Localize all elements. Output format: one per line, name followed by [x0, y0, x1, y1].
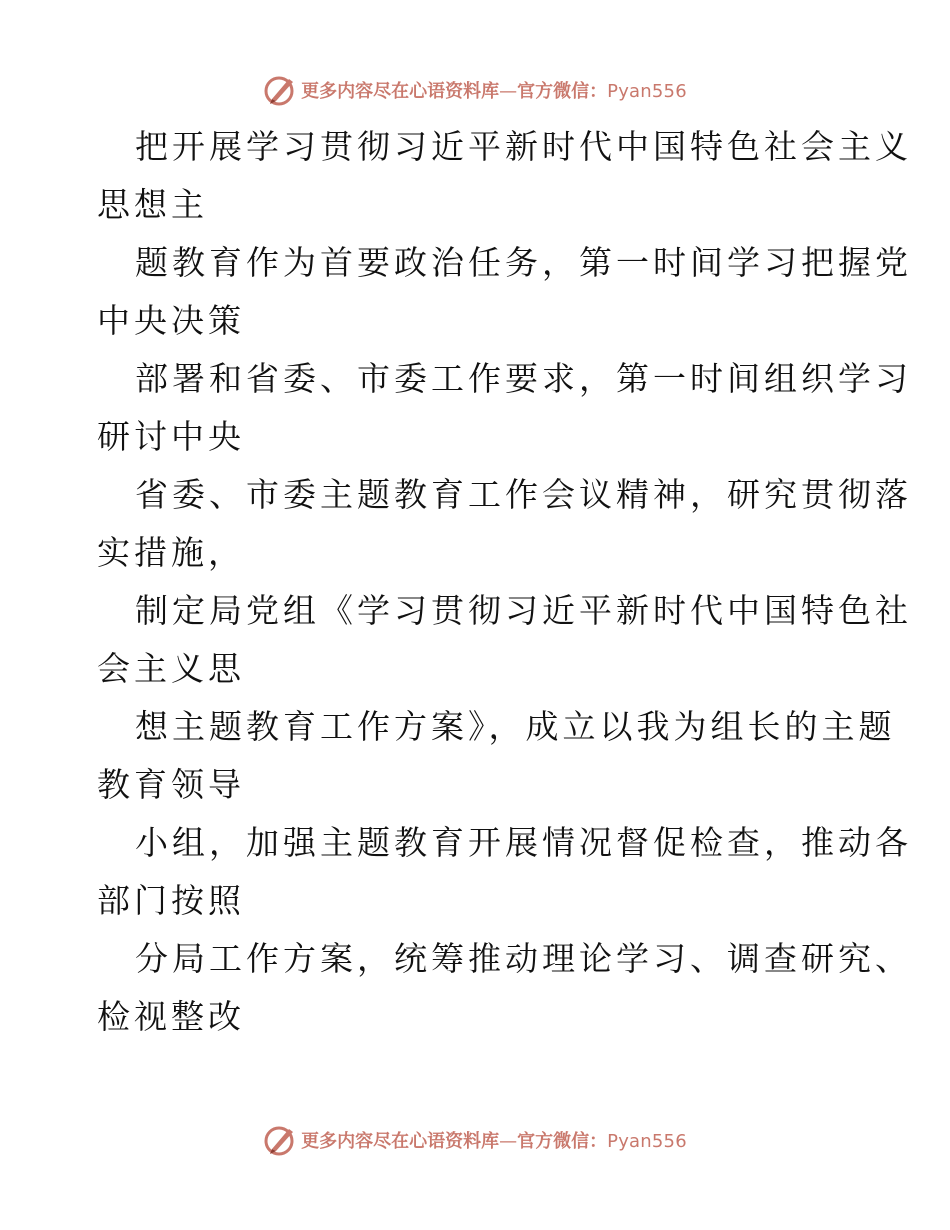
body-line: 教育领导 — [97, 765, 245, 804]
pen-in-circle-icon — [263, 1123, 297, 1157]
header-banner-separator: — — [499, 81, 518, 102]
body-line: 会主义思 — [97, 649, 245, 688]
pen-in-circle-icon — [263, 73, 297, 107]
body-line: 检视整改 — [97, 997, 245, 1036]
footer-banner-contact: 官方微信： — [517, 1131, 608, 1152]
body-line: 想主题教育工作方案》，成立以我为组长的主题 — [135, 707, 896, 746]
body-line: 实措施， — [97, 533, 245, 572]
body-line: 分局工作方案，统筹推动理论学习、调查研究、 — [135, 939, 912, 978]
body-line: 小组，加强主题教育开展情况督促检查，推动各 — [135, 823, 912, 862]
body-line: 部署和省委、市委工作要求，第一时间组织学习 — [135, 359, 912, 398]
body-line: 制定局党组《学习贯彻习近平新时代中国特色社 — [135, 591, 912, 630]
footer-banner-separator: — — [499, 1131, 518, 1152]
body-line: 思想主 — [97, 185, 208, 224]
header-banner-id: Pyan556 — [607, 81, 687, 102]
body-line: 研讨中央 — [97, 417, 245, 456]
footer-banner-text — [301, 1127, 687, 1153]
body-line: 省委、市委主题教育工作会议精神，研究贯彻落 — [135, 475, 912, 514]
body-line: 部门按照 — [97, 881, 245, 920]
header-banner-contact: 官方微信： — [517, 81, 608, 102]
body-line: 中央决策 — [97, 301, 245, 340]
body-line: 把开展学习贯彻习近平新时代中国特色社会主义 — [135, 127, 912, 166]
document-body — [97, 118, 912, 1046]
footer-banner-id: Pyan556 — [607, 1131, 687, 1152]
footer-banner — [0, 1120, 950, 1160]
header-banner-main: 更多内容尽在心语资料库 — [301, 81, 500, 102]
footer-banner-main: 更多内容尽在心语资料库 — [301, 1131, 500, 1152]
body-line: 题教育作为首要政治任务，第一时间学习把握党 — [135, 243, 912, 282]
header-banner — [0, 70, 950, 110]
header-banner-text — [301, 77, 687, 103]
